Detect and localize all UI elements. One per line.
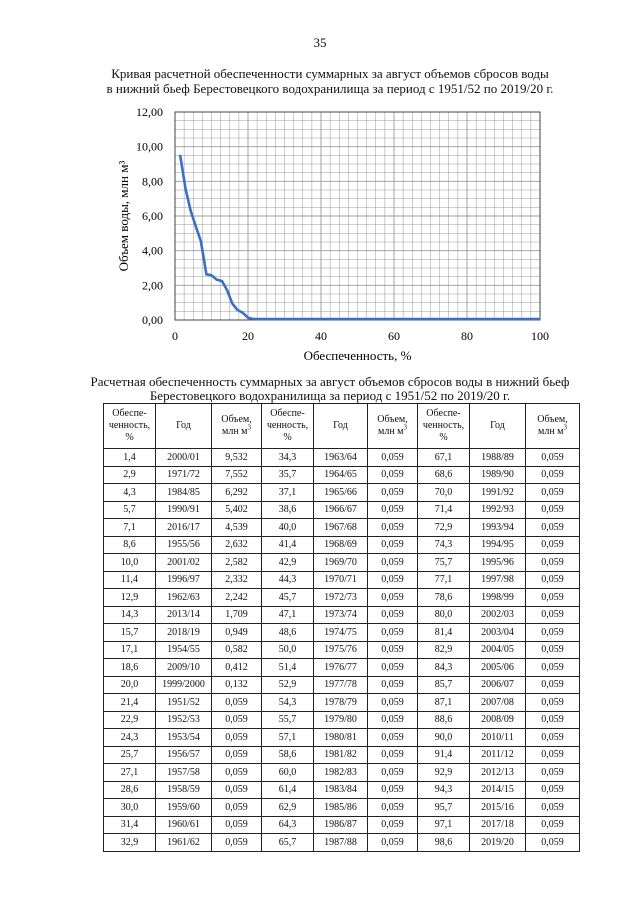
cell-year: 1978/79: [314, 694, 368, 712]
cell-year: 1968/69: [314, 536, 368, 554]
header-probability: [418, 404, 470, 449]
cell-year: 2012/13: [470, 764, 526, 782]
table-title-line-1: Расчетная обеспеченность суммарных за август объемов сбросов воды в нижний бьеф: [90, 374, 570, 389]
cell-volume: 0,059: [526, 676, 580, 694]
cell-volume: 0,059: [526, 764, 580, 782]
cell-year: 1965/66: [314, 484, 368, 502]
x-tick-label: 60: [388, 329, 400, 343]
cell-year: 1967/68: [314, 519, 368, 537]
cell-year: 2018/19: [156, 624, 212, 642]
cell-volume: 0,059: [526, 641, 580, 659]
table-row: [104, 449, 580, 467]
cell-year: 2003/04: [470, 624, 526, 642]
cell-probability: 48,6: [262, 624, 314, 642]
cell-year: 1960/61: [156, 816, 212, 834]
header-volume-line: млн $м^3$: [538, 423, 567, 437]
cell-probability: 77,1: [418, 571, 470, 589]
cell-year: 1954/55: [156, 641, 212, 659]
cell-year: 2014/15: [470, 781, 526, 799]
cell-probability: 95,7: [418, 799, 470, 817]
cell-year: 1983/84: [314, 781, 368, 799]
cell-probability: 27,1: [104, 764, 156, 782]
cell-volume: 0,059: [212, 746, 262, 764]
cell-volume: 0,059: [526, 816, 580, 834]
header-year: Год: [314, 404, 368, 449]
cell-probability: 81,4: [418, 624, 470, 642]
cell-probability: 44,3: [262, 571, 314, 589]
cell-year: 2016/17: [156, 519, 212, 537]
cell-probability: 35,7: [262, 466, 314, 484]
cell-probability: 34,3: [262, 449, 314, 467]
cell-probability: 72,9: [418, 519, 470, 537]
header-volume-line: млн $м^3$: [222, 423, 251, 437]
cell-volume: 0,059: [526, 449, 580, 467]
header-probability-line: %: [439, 432, 448, 443]
header-volume-line: Объем,: [377, 414, 408, 425]
cell-probability: 21,4: [104, 694, 156, 712]
table-body: [104, 449, 580, 852]
header-probability-line: ченность,: [108, 420, 151, 431]
header-volume-line: Объем,: [221, 414, 252, 425]
page-number: 35: [313, 35, 327, 50]
cell-volume: 0,059: [526, 571, 580, 589]
cell-volume: 9,532: [212, 449, 262, 467]
cell-volume: 0,132: [212, 676, 262, 694]
cell-probability: 17,1: [104, 641, 156, 659]
cell-volume: 0,059: [368, 519, 418, 537]
cell-probability: 58,6: [262, 746, 314, 764]
cell-year: 1994/95: [470, 536, 526, 554]
cell-year: 1971/72: [156, 466, 212, 484]
cell-volume: 0,059: [212, 834, 262, 852]
cell-year: 1970/71: [314, 571, 368, 589]
cell-year: 1998/99: [470, 589, 526, 607]
table-row: [104, 466, 580, 484]
table-row: [104, 834, 580, 852]
cell-volume: 2,332: [212, 571, 262, 589]
cell-year: 1993/94: [470, 519, 526, 537]
header-probability-line: ченность,: [266, 420, 309, 431]
cell-year: 1990/91: [156, 501, 212, 519]
cell-year: 2004/05: [470, 641, 526, 659]
cell-year: 1984/85: [156, 484, 212, 502]
cell-year: 1953/54: [156, 729, 212, 747]
cell-year: 2000/01: [156, 449, 212, 467]
cell-volume: 0,059: [368, 536, 418, 554]
chart-title-line-2: в нижний бьеф Берестовецкого водохранилища за период с 1951/52 по 2019/20 г.: [106, 81, 554, 96]
header-volume-line: Объем,: [537, 414, 568, 425]
cell-volume: 6,292: [212, 484, 262, 502]
cell-probability: 64,3: [262, 816, 314, 834]
cell-year: 2005/06: [470, 659, 526, 677]
cell-volume: 0,059: [212, 816, 262, 834]
header-probability-line: %: [125, 432, 134, 443]
cell-probability: 40,0: [262, 519, 314, 537]
cell-year: 1957/58: [156, 764, 212, 782]
cell-probability: 45,7: [262, 589, 314, 607]
table-row: [104, 536, 580, 554]
cell-year: 1987/88: [314, 834, 368, 852]
table-row: [104, 816, 580, 834]
y-tick-label: 2,00: [142, 278, 163, 293]
header-volume: [368, 404, 418, 449]
table-header-row: [104, 404, 580, 449]
table-row: [104, 484, 580, 502]
cell-volume: 0,059: [526, 746, 580, 764]
y-tick-label: 6,00: [142, 209, 163, 223]
cell-volume: 0,059: [526, 501, 580, 519]
cell-probability: 22,9: [104, 711, 156, 729]
header-volume: [526, 404, 580, 449]
cell-probability: 50,0: [262, 641, 314, 659]
table-row: [104, 694, 580, 712]
cell-year: 1966/67: [314, 501, 368, 519]
cell-volume: 0,059: [526, 466, 580, 484]
data-series-line: [180, 155, 540, 319]
cell-volume: 2,582: [212, 554, 262, 572]
cell-probability: 38,6: [262, 501, 314, 519]
table-row: [104, 746, 580, 764]
cell-volume: 0,949: [212, 624, 262, 642]
cell-volume: 0,059: [368, 764, 418, 782]
cell-year: 1951/52: [156, 694, 212, 712]
cell-year: 2002/03: [470, 606, 526, 624]
cell-year: 1961/62: [156, 834, 212, 852]
cell-year: 1989/90: [470, 466, 526, 484]
y-tick-label: 4,00: [142, 243, 163, 258]
cell-year: 2007/08: [470, 694, 526, 712]
probability-table: [103, 403, 580, 852]
cell-probability: 51,4: [262, 659, 314, 677]
table-row: [104, 641, 580, 659]
cell-volume: 0,059: [368, 676, 418, 694]
table-title-line-2: Берестовецкого водохранилища за период с 1951/52 по 2019/20 г.: [149, 388, 511, 403]
cell-probability: 62,9: [262, 799, 314, 817]
cell-volume: 0,059: [368, 711, 418, 729]
cell-year: 1977/78: [314, 676, 368, 694]
cell-year: 1963/64: [314, 449, 368, 467]
cell-volume: 1,709: [212, 606, 262, 624]
cell-probability: 54,3: [262, 694, 314, 712]
cell-probability: 92,9: [418, 764, 470, 782]
cell-year: 2010/11: [470, 729, 526, 747]
cell-volume: 7,552: [212, 466, 262, 484]
cell-volume: 0,059: [526, 834, 580, 852]
x-tick-label: 40: [315, 329, 327, 343]
cell-probability: 14,3: [104, 606, 156, 624]
cell-volume: 2,632: [212, 536, 262, 554]
cell-probability: 31,4: [104, 816, 156, 834]
cell-probability: 78,6: [418, 589, 470, 607]
cell-volume: 0,059: [212, 781, 262, 799]
cell-probability: 80,0: [418, 606, 470, 624]
cell-volume: 0,059: [368, 624, 418, 642]
cell-volume: 0,059: [526, 694, 580, 712]
cell-volume: 0,059: [368, 484, 418, 502]
cell-probability: 57,1: [262, 729, 314, 747]
cell-probability: 2,9: [104, 466, 156, 484]
cell-year: 1981/82: [314, 746, 368, 764]
cell-year: 1959/60: [156, 799, 212, 817]
y-tick-label: 8,00: [142, 174, 163, 189]
cell-year: 1982/83: [314, 764, 368, 782]
cell-volume: 0,059: [368, 799, 418, 817]
cell-probability: 4,3: [104, 484, 156, 502]
cell-probability: 90,0: [418, 729, 470, 747]
cell-probability: 42,9: [262, 554, 314, 572]
cell-year: 1956/57: [156, 746, 212, 764]
header-volume-line: млн $м^3$: [378, 423, 407, 437]
cell-probability: 41,4: [262, 536, 314, 554]
cell-volume: 0,059: [526, 729, 580, 747]
cell-volume: 0,059: [526, 659, 580, 677]
cell-volume: 0,059: [212, 729, 262, 747]
y-tick-label: 0,00: [142, 313, 163, 327]
cell-probability: 82,9: [418, 641, 470, 659]
cell-volume: 2,242: [212, 589, 262, 607]
cell-probability: 74,3: [418, 536, 470, 554]
table-row: [104, 519, 580, 537]
cell-probability: 12,9: [104, 589, 156, 607]
header-volume: [212, 404, 262, 449]
cell-probability: 94,3: [418, 781, 470, 799]
cell-volume: 0,059: [368, 781, 418, 799]
table-row: [104, 799, 580, 817]
cell-year: 1952/53: [156, 711, 212, 729]
cell-year: 1964/65: [314, 466, 368, 484]
cell-volume: 0,059: [526, 589, 580, 607]
x-tick-label: 100: [531, 329, 549, 343]
cell-probability: 47,1: [262, 606, 314, 624]
table-row: [104, 571, 580, 589]
cell-volume: 0,059: [526, 711, 580, 729]
cell-probability: 1,4: [104, 449, 156, 467]
chart-title-line-1: Кривая расчетной обеспеченности суммарных за август объемов сбросов воды: [111, 66, 549, 81]
cell-year: 2015/16: [470, 799, 526, 817]
cell-volume: 0,059: [526, 799, 580, 817]
cell-year: 2009/10: [156, 659, 212, 677]
cell-volume: 0,059: [368, 589, 418, 607]
cell-volume: 0,059: [368, 571, 418, 589]
cell-probability: 55,7: [262, 711, 314, 729]
cell-volume: 0,059: [368, 606, 418, 624]
cell-probability: 97,1: [418, 816, 470, 834]
cell-year: 1973/74: [314, 606, 368, 624]
cell-probability: 10,0: [104, 554, 156, 572]
cell-probability: 18,6: [104, 659, 156, 677]
cell-volume: 0,059: [526, 624, 580, 642]
y-tick-label: 12,00: [136, 105, 163, 119]
table-row: [104, 624, 580, 642]
cell-probability: 98,6: [418, 834, 470, 852]
header-probability: [262, 404, 314, 449]
header-probability-line: Обеспе-: [270, 408, 305, 419]
table-row: [104, 606, 580, 624]
cell-volume: 0,059: [368, 746, 418, 764]
cell-volume: 0,059: [526, 781, 580, 799]
table-row: [104, 676, 580, 694]
table-row: [104, 781, 580, 799]
cell-probability: 25,7: [104, 746, 156, 764]
cell-probability: 87,1: [418, 694, 470, 712]
cell-probability: 88,6: [418, 711, 470, 729]
cell-probability: 5,7: [104, 501, 156, 519]
header-year: Год: [470, 404, 526, 449]
cell-volume: 0,059: [212, 799, 262, 817]
cell-volume: 0,059: [526, 519, 580, 537]
cell-probability: 7,1: [104, 519, 156, 537]
cell-year: 2008/09: [470, 711, 526, 729]
x-tick-label: 80: [461, 329, 473, 343]
cell-volume: 5,402: [212, 501, 262, 519]
cell-probability: 52,9: [262, 676, 314, 694]
cell-volume: 0,582: [212, 641, 262, 659]
cell-probability: 85,7: [418, 676, 470, 694]
cell-volume: 0,059: [526, 606, 580, 624]
cell-year: 1974/75: [314, 624, 368, 642]
cell-probability: 15,7: [104, 624, 156, 642]
cell-probability: 11,4: [104, 571, 156, 589]
cell-year: 1995/96: [470, 554, 526, 572]
cell-volume: 0,059: [368, 834, 418, 852]
table-row: [104, 729, 580, 747]
table-row: [104, 764, 580, 782]
x-axis-label: Обеспеченность, %: [303, 348, 412, 362]
header-probability-line: ченность,: [422, 420, 465, 431]
cell-volume: 0,059: [212, 711, 262, 729]
cell-probability: 91,4: [418, 746, 470, 764]
probability-curve-chart: [100, 100, 560, 362]
cell-volume: 0,412: [212, 659, 262, 677]
cell-probability: 8,6: [104, 536, 156, 554]
cell-probability: 67,1: [418, 449, 470, 467]
cell-year: 1997/98: [470, 571, 526, 589]
cell-year: 2013/14: [156, 606, 212, 624]
table-row: [104, 659, 580, 677]
cell-volume: 0,059: [368, 501, 418, 519]
table-row: [104, 554, 580, 572]
cell-year: 1985/86: [314, 799, 368, 817]
cell-volume: 0,059: [526, 536, 580, 554]
cell-volume: 0,059: [212, 694, 262, 712]
cell-year: 1988/89: [470, 449, 526, 467]
cell-year: 1979/80: [314, 711, 368, 729]
table-row: [104, 589, 580, 607]
cell-year: 1980/81: [314, 729, 368, 747]
cell-volume: 0,059: [526, 554, 580, 572]
header-probability-line: Обеспе-: [426, 408, 461, 419]
x-tick-label: 0: [172, 329, 178, 343]
cell-year: 1996/97: [156, 571, 212, 589]
y-axis-label: Объем воды, млн м³: [116, 160, 131, 272]
cell-probability: 37,1: [262, 484, 314, 502]
cell-year: 1991/92: [470, 484, 526, 502]
cell-volume: 0,059: [526, 484, 580, 502]
header-probability: [104, 404, 156, 449]
cell-year: 1999/2000: [156, 676, 212, 694]
cell-volume: 0,059: [368, 694, 418, 712]
table-title: [60, 375, 600, 403]
cell-volume: 0,059: [368, 466, 418, 484]
cell-year: 1976/77: [314, 659, 368, 677]
cell-probability: 20,0: [104, 676, 156, 694]
header-probability-line: %: [283, 432, 292, 443]
x-tick-label: 20: [242, 329, 254, 343]
cell-year: 1969/70: [314, 554, 368, 572]
cell-probability: 24,3: [104, 729, 156, 747]
table-row: [104, 501, 580, 519]
cell-volume: 0,059: [212, 764, 262, 782]
cell-volume: 0,059: [368, 641, 418, 659]
cell-probability: 84,3: [418, 659, 470, 677]
cell-year: 1975/76: [314, 641, 368, 659]
cell-volume: 0,059: [368, 659, 418, 677]
cell-year: 1958/59: [156, 781, 212, 799]
cell-probability: 30,0: [104, 799, 156, 817]
cell-volume: 0,059: [368, 449, 418, 467]
header-probability-line: Обеспе-: [112, 408, 147, 419]
cell-year: 1962/63: [156, 589, 212, 607]
cell-year: 1986/87: [314, 816, 368, 834]
cell-year: 1972/73: [314, 589, 368, 607]
cell-probability: 61,4: [262, 781, 314, 799]
cell-volume: 0,059: [368, 816, 418, 834]
table-row: [104, 711, 580, 729]
cell-probability: 75,7: [418, 554, 470, 572]
cell-probability: 65,7: [262, 834, 314, 852]
cell-year: 2017/18: [470, 816, 526, 834]
cell-year: 1992/93: [470, 501, 526, 519]
cell-year: 2011/12: [470, 746, 526, 764]
cell-year: 2006/07: [470, 676, 526, 694]
cell-probability: 32,9: [104, 834, 156, 852]
cell-volume: 4,539: [212, 519, 262, 537]
cell-year: 2001/02: [156, 554, 212, 572]
cell-probability: 71,4: [418, 501, 470, 519]
header-year: Год: [156, 404, 212, 449]
cell-probability: 60,0: [262, 764, 314, 782]
chart-title: [60, 66, 600, 96]
cell-volume: 0,059: [368, 554, 418, 572]
cell-probability: 70,0: [418, 484, 470, 502]
cell-volume: 0,059: [368, 729, 418, 747]
cell-year: 2019/20: [470, 834, 526, 852]
cell-probability: 68,6: [418, 466, 470, 484]
cell-probability: 28,6: [104, 781, 156, 799]
y-tick-label: 10,00: [136, 139, 163, 154]
cell-year: 1955/56: [156, 536, 212, 554]
